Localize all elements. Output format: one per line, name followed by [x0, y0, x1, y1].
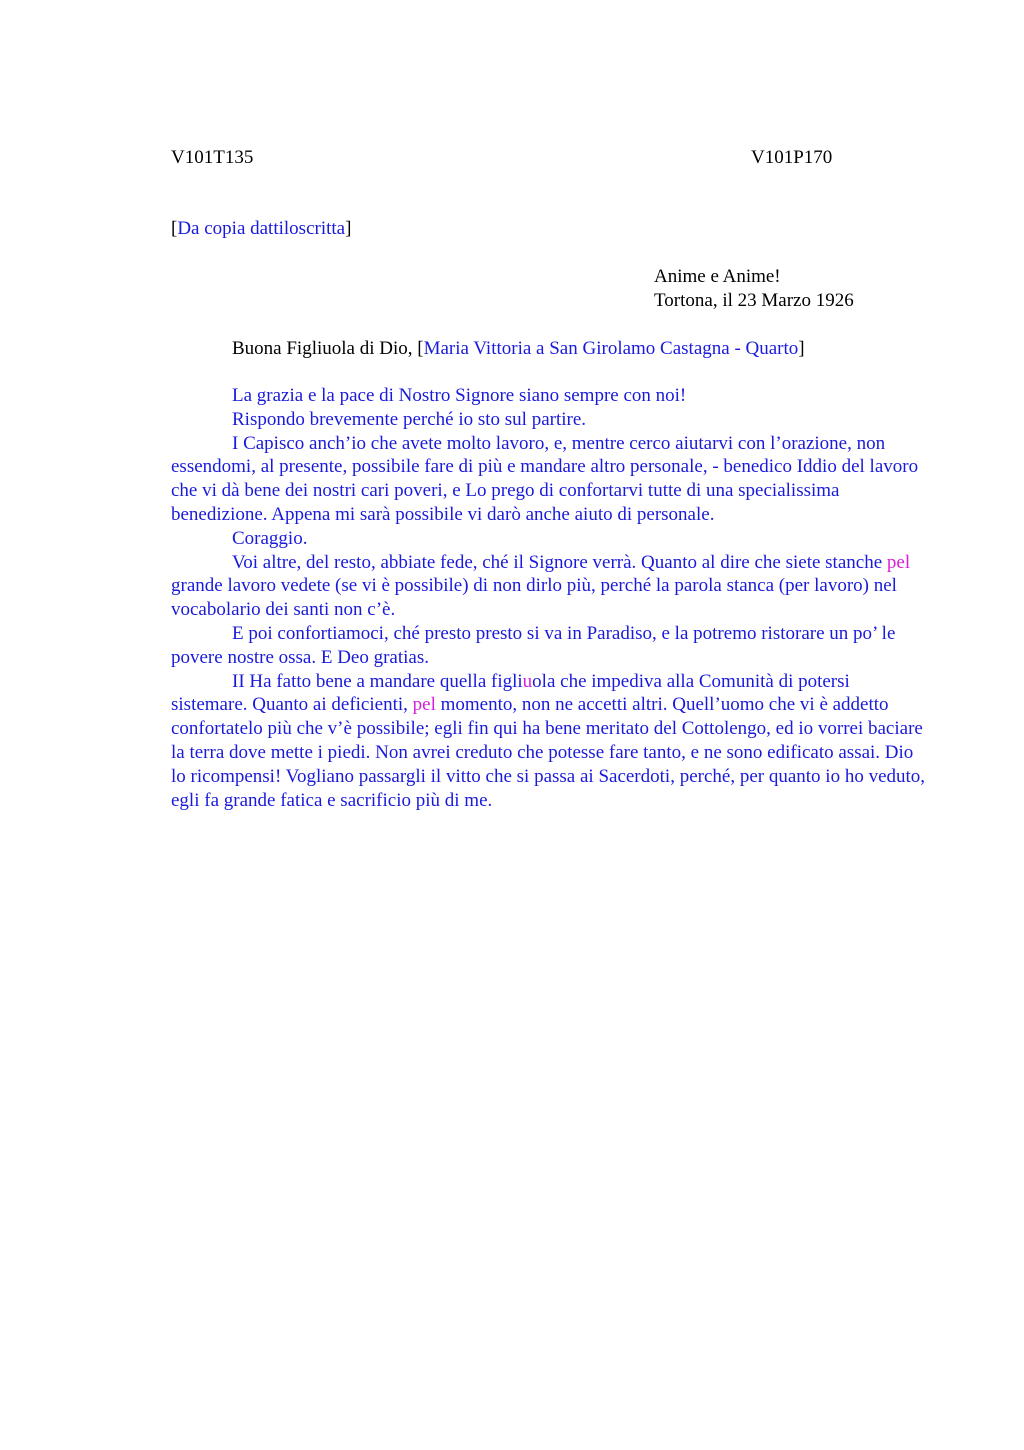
paragraph-7	[171, 670, 931, 813]
paragraph-4: Coraggio.	[232, 527, 308, 549]
paragraph-7-part-a: II Ha fatto bene a mandare quella figli	[232, 670, 523, 692]
highlight-u: u	[522, 670, 533, 692]
letter-body	[171, 384, 931, 812]
salutation-open-bracket: [	[417, 338, 424, 359]
paragraph-3: I Capisco anch’io che avete molto lavoro, e, mentre cerco aiutarvi con l’orazione, non essendomi, al presente, possibile fare di più e mandare altro personale, - benedico Iddio del lavoro che vi dà bene dei nostri cari poveri, e Lo prego di confortarvi tutte di una specialissima benedizione. Appena mi sarà possibile vi darò anche aiuto di personale.	[171, 432, 919, 525]
salutation-recipient: Maria Vittoria a San Girolamo Castagna - Quarto	[423, 338, 799, 359]
heading-motto: Anime e Anime!	[654, 266, 781, 287]
salutation-close-bracket: ]	[798, 338, 805, 359]
paragraph-2: Rispondo brevemente perché io sto sul partire.	[232, 408, 587, 430]
document-code-right: V101P170	[751, 147, 833, 168]
source-note-text: Da copia dattiloscritta	[177, 218, 346, 239]
highlight-pel: pel	[886, 551, 911, 573]
paragraph-5-part-a: Voi altre, del resto, abbiate fede, ché il Signore verrà. Quanto al dire che siete stanche	[232, 551, 887, 573]
heading-place-date: Tortona, il 23 Marzo 1926	[654, 290, 854, 311]
source-open-bracket: [	[171, 218, 178, 239]
paragraph-5-part-b: grande lavoro vedete (se vi è possibile) di non dirlo più, perché la parola stanca (per lavoro) nel vocabolario dei santi non c’è.	[171, 575, 897, 621]
source-close-bracket: ]	[345, 218, 352, 239]
salutation-greeting: Buona Figliuola di Dio,	[232, 338, 418, 359]
salutation	[232, 337, 805, 361]
letter-heading	[654, 265, 854, 313]
paragraph-6: E poi confortiamoci, ché presto presto si va in Paradiso, e la potremo ristorare un po’ le povere nostre ossa. E Deo gratias.	[171, 622, 896, 668]
paragraph-7-part-b: ola che impediva alla Comunità di potersi sistemare. Quanto ai deficienti,	[171, 670, 850, 716]
paragraph-1: La grazia e la pace di Nostro Signore siano sempre con noi!	[232, 385, 687, 406]
paragraph-7-part-c: momento, non ne accetti altri. Quell’uomo che vi è addetto confortatelo più che v’è possibile; egli fin qui ha bene meritato del Cottolengo, ed io vorrei baciare la terra dove mette i piedi. Non avrei creduto che potesse fare tanto, e ne sono edificato assai. Dio lo ricompensi! Vogliano passargli il vitto che si passa ai Sacerdoti, perché, per quanto io ho veduto, egli fa grande fatica e sacrificio più di me.	[171, 694, 926, 811]
paragraph-5	[171, 551, 931, 622]
document-code-left: V101T135	[171, 147, 254, 168]
source-note	[171, 217, 351, 241]
highlight-pel: pel	[412, 694, 436, 716]
